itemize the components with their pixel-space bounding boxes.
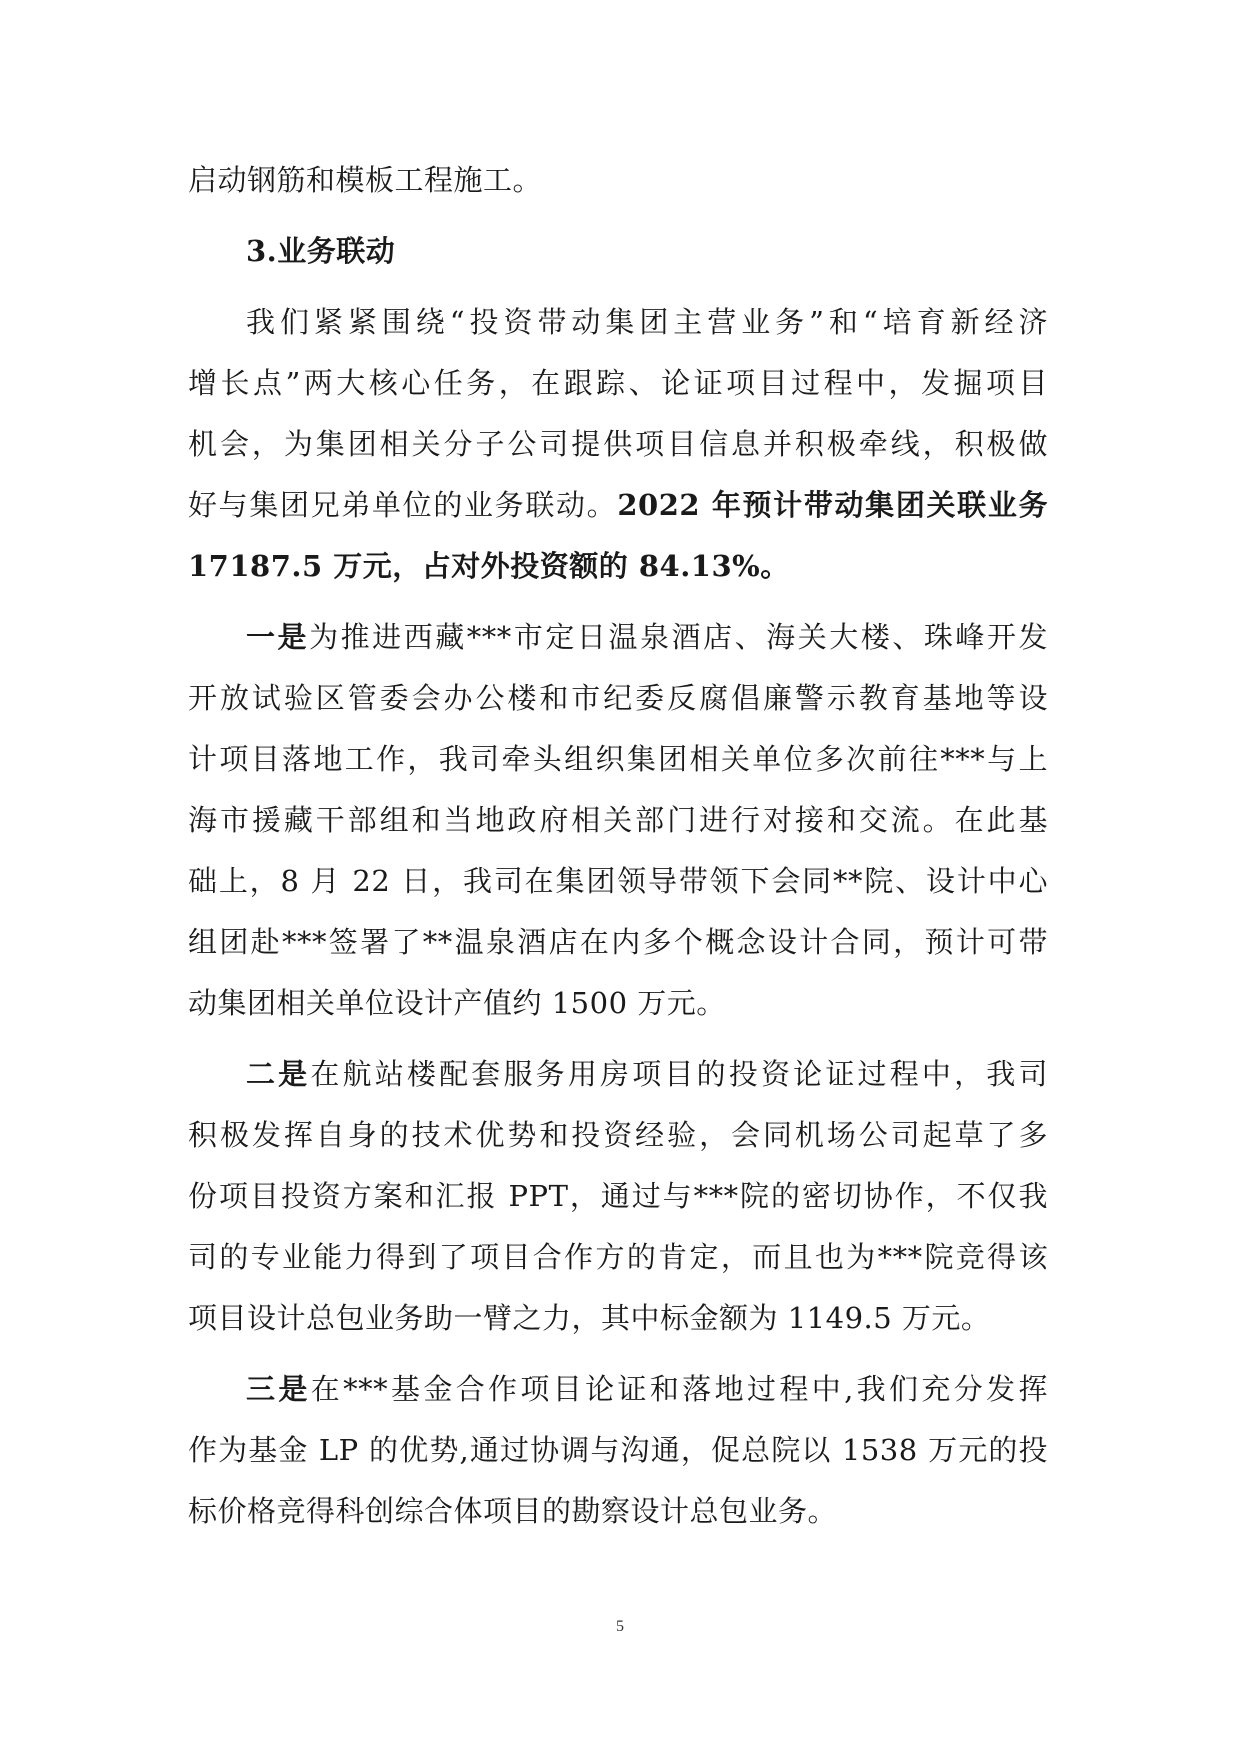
- paragraph-line: 增长点”两大核心任务，在跟踪、论证项目过程中，发掘项目: [188, 366, 1048, 400]
- document-page: [188, 150, 1048, 1542]
- paragraph-line: 司的专业能力得到了项目合作方的肯定，而且也为***院竞得该: [188, 1240, 1048, 1274]
- paragraph-text: 在***基金合作项目论证和落地过程中,我们充分发挥: [310, 1372, 1048, 1406]
- highlight-text: 2022 年预计带动集团关联业务: [617, 488, 1048, 522]
- section-heading: 3.业务联动: [246, 234, 396, 268]
- page-number: 5: [616, 1618, 624, 1635]
- lead-label: 三是: [246, 1372, 311, 1406]
- paragraph-line-with-lead: [188, 1359, 1048, 1420]
- lead-label: 二是: [246, 1057, 311, 1091]
- paragraph-line: 份项目投资方案和汇报 PPT，通过与***院的密切协作，不仅我: [188, 1179, 1048, 1213]
- highlight-line: 17187.5 万元，占对外投资额的 84.13%。: [188, 549, 790, 583]
- paragraph-line: 项目设计总包业务助一臂之力，其中标金额为 1149.5 万元。: [188, 1301, 991, 1335]
- paragraph-line: 我们紧紧围绕“投资带动集团主营业务”和“培育新经济: [246, 305, 1048, 339]
- paragraph-line-with-lead: [188, 607, 1048, 668]
- paragraph-line: 计项目落地工作，我司牵头组织集团相关单位多次前往***与上: [188, 742, 1048, 776]
- lead-label: 一是: [246, 620, 310, 654]
- paragraph-text: 为推进西藏***市定日温泉酒店、海关大楼、珠峰开发: [309, 620, 1048, 654]
- paragraph-text: 好与集团兄弟单位的业务联动。: [188, 488, 618, 522]
- paragraph-line-with-bold: [188, 475, 1048, 536]
- paragraph-line: 标价格竞得科创综合体项目的勘察设计总包业务。: [188, 1494, 838, 1528]
- paragraph-line-with-lead: [188, 1044, 1048, 1105]
- paragraph-line: 积极发挥自身的技术优势和投资经验，会同机场公司起草了多: [188, 1118, 1048, 1152]
- paragraph-line: 动集团相关单位设计产值约 1500 万元。: [188, 986, 726, 1020]
- paragraph-line: 组团赴***签署了**温泉酒店在内多个概念设计合同，预计可带: [188, 925, 1048, 959]
- paragraph-line: 海市援藏干部组和当地政府相关部门进行对接和交流。在此基: [188, 803, 1048, 837]
- paragraph-line: 机会，为集团相关分子公司提供项目信息并积极牵线，积极做: [188, 427, 1048, 461]
- paragraph-text: 在航站楼配套服务用房项目的投资论证过程中，我司: [310, 1057, 1048, 1091]
- paragraph-line: 础上，8 月 22 日，我司在集团领导带领下会同**院、设计中心: [188, 864, 1048, 898]
- paragraph-line: 启动钢筋和模板工程施工。: [188, 163, 543, 197]
- paragraph-line: 开放试验区管委会办公楼和市纪委反腐倡廉警示教育基地等设: [188, 681, 1048, 715]
- paragraph-line: 作为基金 LP 的优势,通过协调与沟通，促总院以 1538 万元的投: [188, 1433, 1048, 1467]
